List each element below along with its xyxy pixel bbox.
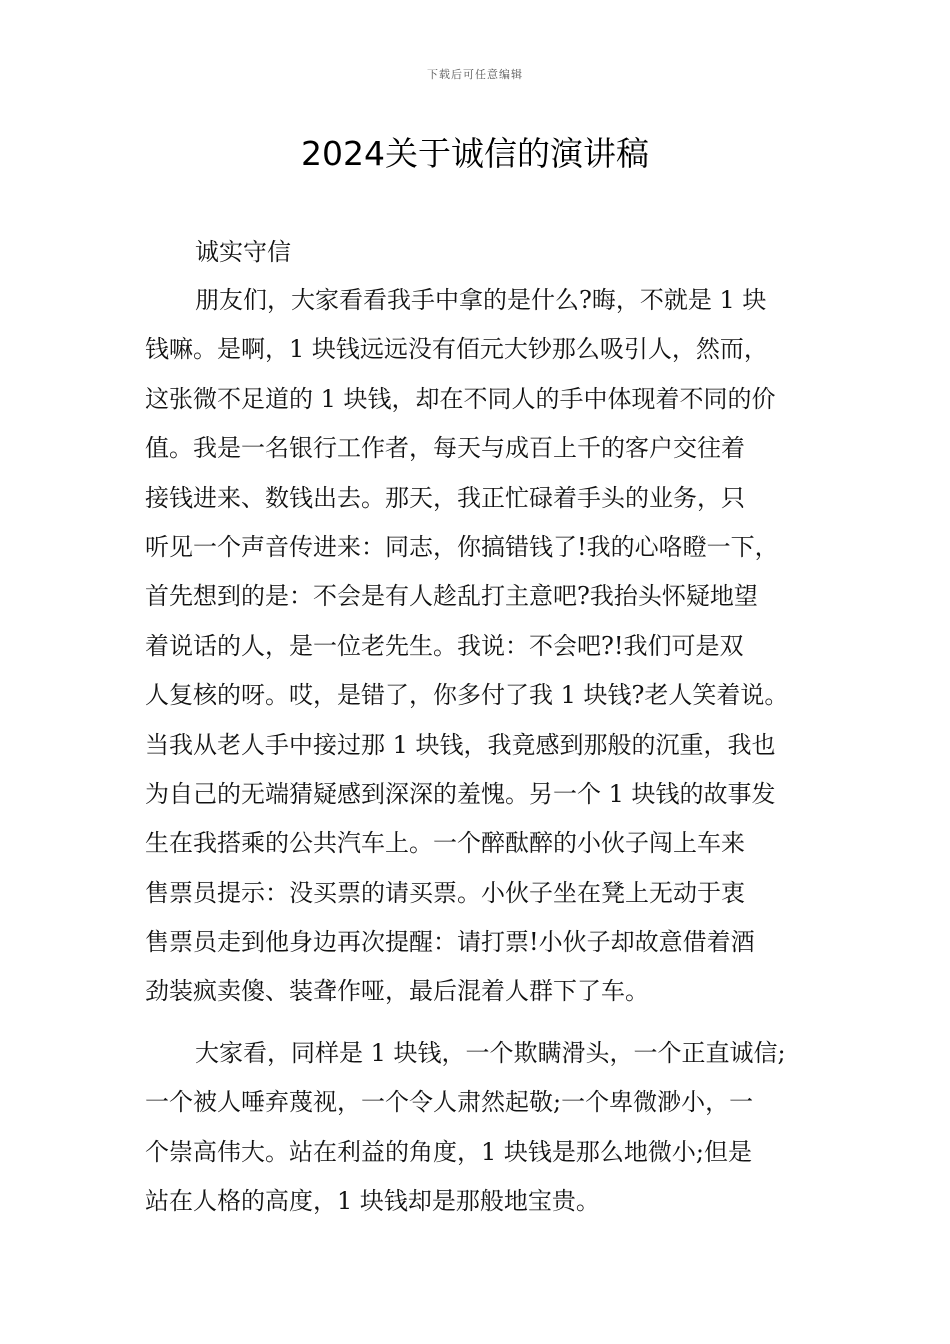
text-line: 接钱进来、数钱出去。那天，我正忙碌着手头的业务，只 — [145, 483, 745, 512]
text-line: 着说话的人，是一位老先生。我说：不会吧?!我们可是双 — [145, 631, 744, 660]
text-line: 这张微不足道的 1 块钱，却在不同人的手中体现着不同的价 — [145, 384, 776, 413]
text-line: 站在人格的高度，1 块钱却是那般地宝贵。 — [145, 1187, 600, 1216]
text-line: 一个被人唾弃蔑视，一个令人肃然起敬;一个卑微渺小，一 — [145, 1088, 754, 1117]
text-line: 首先想到的是：不会是有人趁乱打主意吧?我抬头怀疑地望 — [145, 582, 758, 611]
header-note: 下载后可任意编辑 — [427, 68, 523, 81]
text-line: 听见一个声音传进来：同志，你搞错钱了!我的心咯瞪一下， — [145, 532, 779, 561]
page-title: 2024关于诚信的演讲稿 — [301, 134, 649, 173]
text-line: 生在我搭乘的公共汽车上。一个醉酞醉的小伙子闯上车来 — [145, 829, 745, 858]
paragraph-1 — [145, 276, 817, 1017]
text-line: 个崇高伟大。站在利益的角度，1 块钱是那么地微小;但是 — [145, 1137, 752, 1166]
text-line: 大家看，同样是 1 块钱，一个欺瞒滑头，一个正直诚信; — [195, 1039, 786, 1067]
text-line: 为自己的无端猜疑感到深深的羞愧。另一个 1 块钱的故事发 — [145, 779, 776, 808]
text-line: 当我从老人手中接过那 1 块钱，我竟感到那般的沉重，我也 — [145, 730, 776, 759]
text-line: 值。我是一名银行工作者，每天与成百上千的客户交往着 — [145, 434, 745, 463]
paragraph-2 — [145, 1029, 817, 1227]
text-line: 售票员走到他身边再次提醒：请打票!小伙子却故意借着酒 — [145, 928, 755, 957]
text-line: 人复核的呀。哎，是错了，你多付了我 1 块钱?老人笑着说。 — [145, 681, 789, 710]
text-line: 钱嘛。是啊，1 块钱远远没有佰元大钞那么吸引人，然而， — [145, 335, 768, 364]
text-line: 朋友们，大家看看我手中拿的是什么?晦，不就是 1 块 — [195, 286, 767, 314]
speech-subtitle: 诚实守信 — [195, 238, 291, 266]
text-line: 售票员提示：没买票的请买票。小伙子坐在凳上无动于衷 — [145, 878, 745, 907]
text-line: 劲装疯卖傻、装聋作哑，最后混着人群下了车。 — [145, 977, 649, 1006]
